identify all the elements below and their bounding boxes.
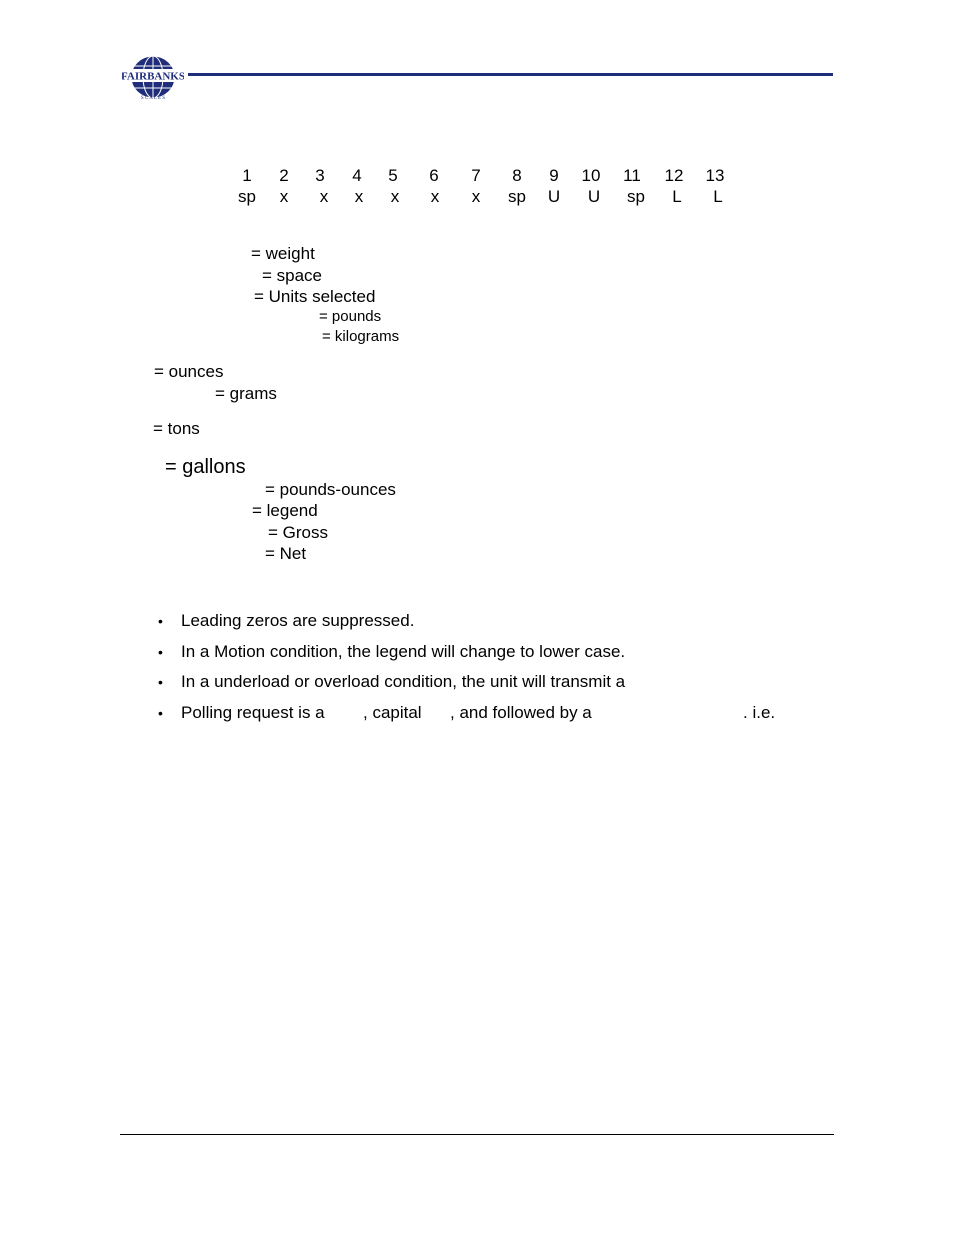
position-number: 1 (242, 166, 252, 185)
position-symbol: x (354, 187, 364, 206)
position-number: 12 (664, 166, 684, 185)
format-column (412, 165, 456, 207)
definition-tons: = tons (153, 419, 200, 438)
position-symbol: L (672, 187, 682, 206)
definition-gross: = Gross (268, 523, 328, 542)
position-symbol: sp (238, 187, 256, 206)
position-symbol: L (713, 187, 723, 206)
bullet-icon: • (158, 705, 163, 721)
definition-ounces: = ounces (154, 362, 224, 381)
position-symbol: sp (627, 187, 645, 206)
logo-wordmark: FAIRBANKS (122, 70, 184, 83)
position-symbol: x (279, 187, 289, 206)
definition-space: = space (262, 266, 323, 285)
position-number: 8 (512, 166, 522, 185)
position-number: 4 (352, 166, 362, 185)
definition-grams: = grams (215, 384, 277, 403)
definition-pounds-ounces: = pounds-ounces (265, 480, 396, 499)
position-number: 7 (471, 166, 481, 185)
position-symbol: x (471, 187, 481, 206)
note-text-part: . i.e. (743, 703, 776, 722)
bullet-icon: • (158, 644, 163, 660)
position-symbol: x (319, 187, 329, 206)
bullet-icon: • (158, 674, 163, 690)
note-text-part: Polling request is a (181, 703, 325, 722)
position-symbol: x (430, 187, 440, 206)
footer-rule (120, 1134, 834, 1135)
definition-pounds: = pounds (319, 308, 382, 325)
position-symbol: x (390, 187, 400, 206)
note-text: In a underload or overload condition, the unit will transmit a (181, 672, 626, 691)
format-column (652, 165, 696, 207)
definition-weight: = weight (251, 244, 315, 263)
header-rule (188, 73, 833, 76)
position-symbol: U (587, 187, 601, 206)
bullet-icon: • (158, 613, 163, 629)
position-number: 11 (623, 166, 641, 185)
position-number: 2 (279, 166, 289, 185)
format-column (693, 165, 737, 207)
definition-gallons: = gallons (165, 456, 246, 478)
format-column (454, 165, 498, 207)
position-symbol: U (547, 187, 561, 206)
format-column (569, 165, 613, 207)
definition-net: = Net (265, 544, 307, 563)
note-text: Leading zeros are suppressed. (181, 611, 415, 630)
note-text: In a Motion condition, the legend will change to lower case. (181, 642, 626, 661)
position-number: 13 (705, 166, 725, 185)
definition-kilograms: = kilograms (322, 328, 400, 345)
note-text-part: , and followed by a (450, 703, 592, 722)
logo-subline: S C A L E S (140, 96, 166, 100)
format-column (610, 165, 654, 207)
fairbanks-logo (122, 54, 184, 100)
position-number: 10 (581, 166, 601, 185)
definition-legend: = legend (252, 501, 318, 520)
position-number: 5 (388, 166, 398, 185)
note-text-part: , capital (363, 703, 422, 722)
format-column (371, 165, 415, 207)
position-number: 9 (549, 166, 559, 185)
position-number: 6 (429, 166, 439, 185)
position-symbol: sp (508, 187, 526, 206)
definition-units-selected: = Units selected (254, 287, 376, 306)
position-number: 3 (315, 166, 325, 185)
